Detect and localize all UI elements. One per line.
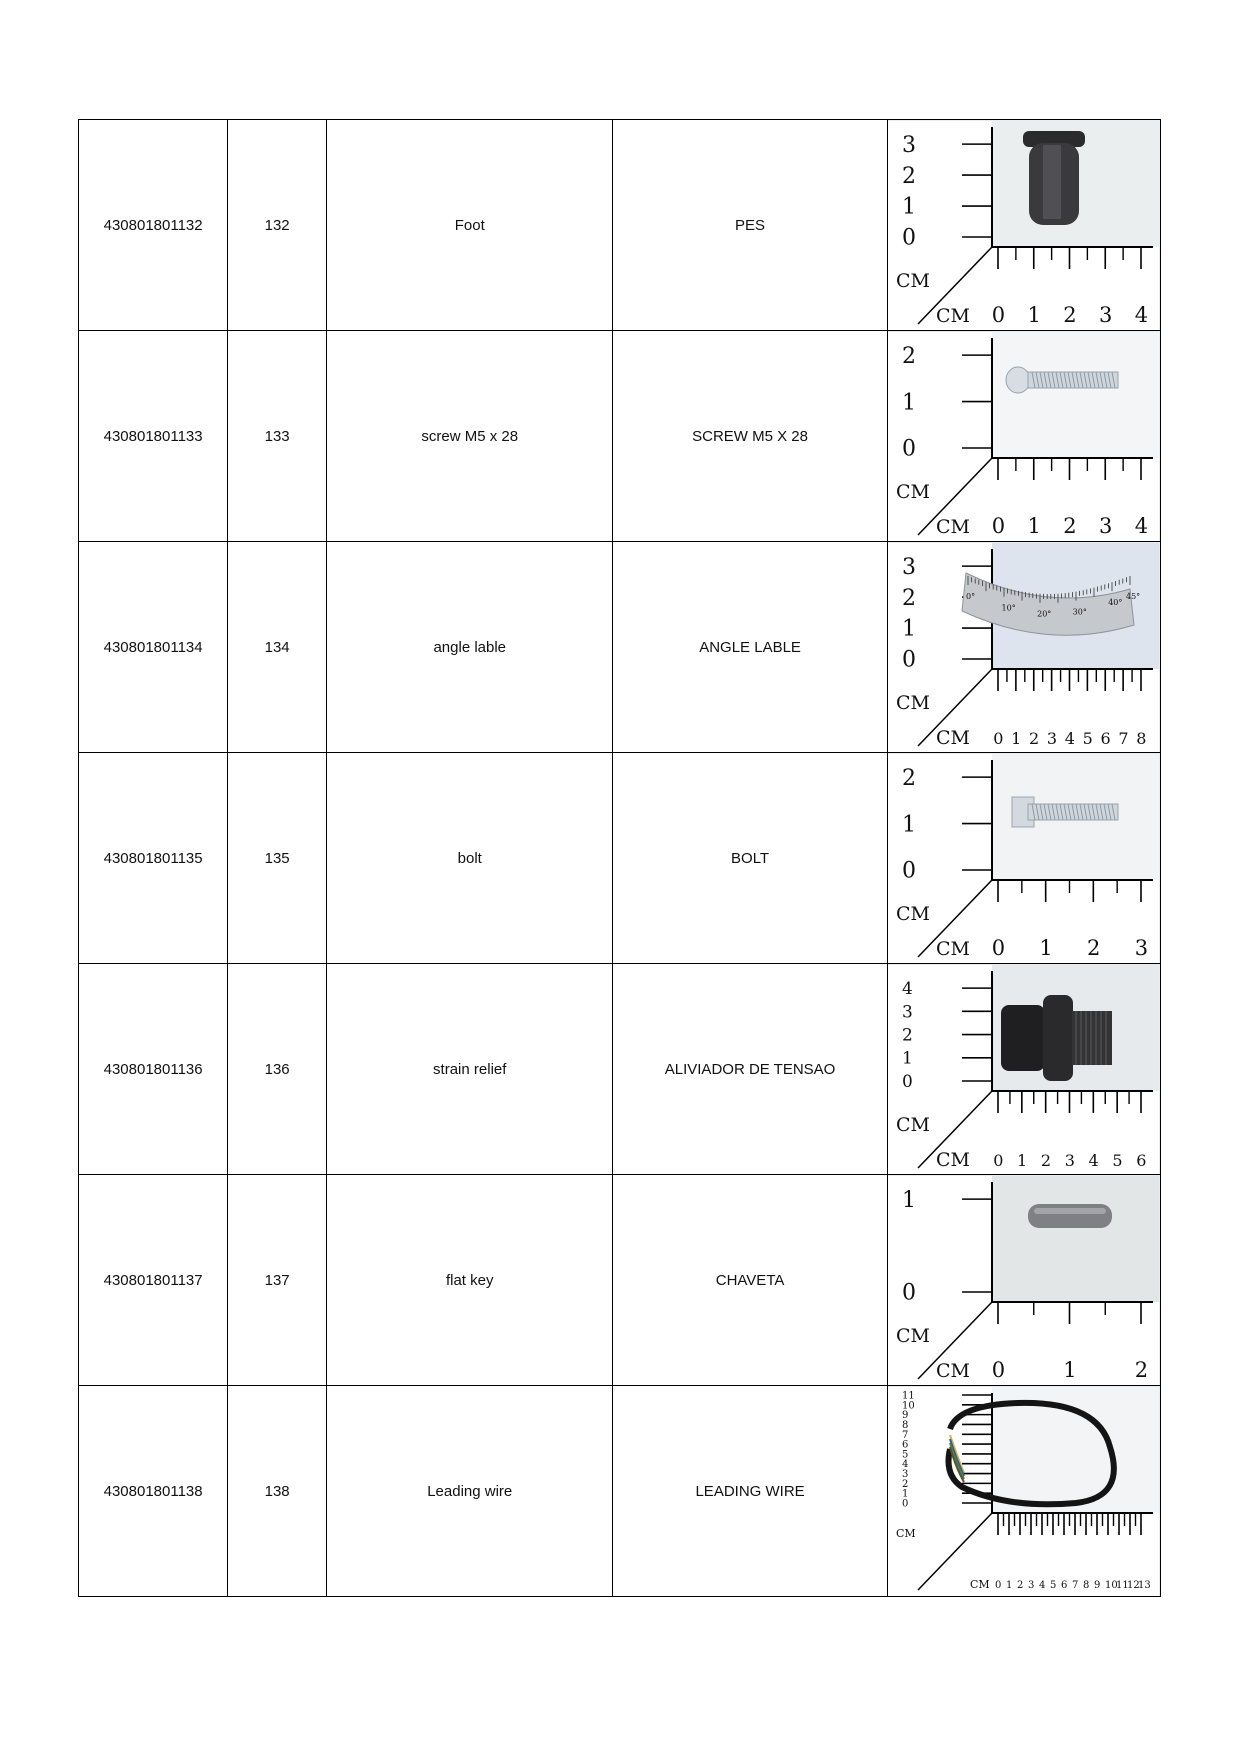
ruler-horizontal-tick-label: 2 xyxy=(1016,1579,1024,1591)
ruler-horizontal-tick-label: 1 xyxy=(1027,302,1041,327)
ruler-horizontal-tick-label: 5 xyxy=(1049,1579,1057,1591)
strain-relief-body xyxy=(1043,995,1073,1081)
ruler-vertical-tick-label: 1 xyxy=(901,389,916,415)
ruler-vertical-tick-label: 3 xyxy=(901,1001,913,1022)
part-photo-strain-relief xyxy=(888,965,1159,1174)
ruler-horizontal-tick-label: 5 xyxy=(1112,1150,1123,1170)
ruler-vertical-tick-label: 1 xyxy=(901,811,916,837)
description-en-cell: angle lable xyxy=(327,542,613,753)
ruler-horizontal-tick-label: 6 xyxy=(1060,1579,1068,1591)
part-number-cell: 430801801138 xyxy=(79,1386,228,1597)
ruler-vertical-tick-label: 8 xyxy=(901,1419,909,1431)
ruler-vertical-tick-label: 5 xyxy=(901,1448,909,1460)
description-pt-cell: SCREW M5 X 28 xyxy=(613,331,887,542)
ruler-vertical-tick-label: 4 xyxy=(901,1458,909,1470)
ruler-horizontal-tick-label: 6 xyxy=(1100,728,1111,748)
ruler-horizontal-tick-label: 6 xyxy=(1135,1150,1147,1170)
ruler-unit-label-vertical: CM xyxy=(895,902,930,925)
ruler-vertical-tick-label: 1 xyxy=(901,616,916,642)
ruler-unit-label-horizontal: CM xyxy=(935,1359,970,1382)
ruler-vertical-tick-label: 10 xyxy=(901,1399,915,1411)
ruler-horizontal-tick-label: 2 xyxy=(1062,513,1077,538)
part-photo-angle-label xyxy=(888,543,1159,752)
ruler-horizontal-tick-label: 4 xyxy=(1088,1150,1099,1170)
ruler-horizontal-tick-label: 12 xyxy=(1126,1579,1140,1591)
ruler-unit-label-vertical: CM xyxy=(895,480,930,503)
parts-body xyxy=(79,120,1161,1597)
ruler-vertical-tick-label: 1 xyxy=(901,1488,909,1500)
ruler-horizontal-tick-label: 4 xyxy=(1134,302,1148,327)
description-en-cell: flat key xyxy=(327,1175,613,1386)
ruler-vertical-tick-label: 11 xyxy=(901,1390,915,1401)
description-en-cell: Foot xyxy=(327,120,613,331)
part-number-cell: 430801801135 xyxy=(79,753,228,964)
ruler-horizontal-tick-label: 2 xyxy=(1028,728,1039,748)
ruler-unit-label-horizontal: CM xyxy=(935,937,970,960)
foot-highlight xyxy=(1043,145,1061,219)
description-pt-cell: PES xyxy=(613,120,887,331)
ruler-horizontal-tick-label: 3 xyxy=(1098,302,1113,327)
part-photo-flat-key xyxy=(888,1176,1159,1385)
ruler-horizontal-tick-label: 4 xyxy=(1064,728,1075,748)
ruler-horizontal-tick-label: 2 xyxy=(1086,935,1101,960)
ruler-unit-label-horizontal: CM xyxy=(935,726,970,749)
ruler-horizontal-tick-label: 4 xyxy=(1038,1579,1046,1591)
ruler-horizontal-tick-label: 3 xyxy=(1027,1579,1035,1591)
table-row xyxy=(79,753,1161,964)
angle-scale-mark-label: 30° xyxy=(1072,607,1087,617)
table-row xyxy=(79,331,1161,542)
part-number-cell: 430801801134 xyxy=(79,542,228,753)
description-pt-cell: LEADING WIRE xyxy=(613,1386,887,1597)
part-photo-foot xyxy=(888,121,1159,330)
ruler-horizontal-tick-label: 2 xyxy=(1134,1357,1148,1382)
ruler-horizontal-tick-label: 1 xyxy=(1005,1579,1013,1591)
ruler-horizontal-tick-label: 0 xyxy=(992,728,1004,748)
ruler-horizontal-tick-label: 3 xyxy=(1098,513,1113,538)
ruler-vertical-tick-label: 0 xyxy=(901,858,916,884)
ruler-vertical-tick-label: 1 xyxy=(901,1048,913,1069)
part-photo-cell xyxy=(887,542,1160,753)
ruler-horizontal-tick-label: 13 xyxy=(1137,1579,1151,1591)
item-number-cell: 133 xyxy=(228,331,327,542)
description-en-cell: Leading wire xyxy=(327,1386,613,1597)
ruler-horizontal-tick-label: 1 xyxy=(1010,728,1021,748)
ruler-unit-label-vertical: CM xyxy=(895,691,930,714)
ruler-horizontal-tick-label: 11 xyxy=(1115,1579,1129,1591)
flat-key-body xyxy=(1028,1204,1112,1228)
part-number-cell: 430801801137 xyxy=(79,1175,228,1386)
ruler-vertical-tick-label: 2 xyxy=(901,163,916,189)
ruler-vertical-tick-label: 0 xyxy=(901,225,916,251)
part-photo-cell xyxy=(887,1175,1160,1386)
ruler-vertical-tick-label: 0 xyxy=(901,1071,913,1092)
description-en-cell: bolt xyxy=(327,753,613,964)
ruler-horizontal-tick-label: 0 xyxy=(991,935,1005,960)
ruler-horizontal-tick-label: 0 xyxy=(991,513,1005,538)
description-pt-cell: ALIVIADOR DE TENSAO xyxy=(613,964,887,1175)
angle-scale-mark-label: 10° xyxy=(1001,603,1016,613)
item-number-cell: 134 xyxy=(228,542,327,753)
ruler-vertical-tick-label: 3 xyxy=(901,132,916,158)
ruler-horizontal-tick-label: 2 xyxy=(1040,1150,1051,1170)
screw-head xyxy=(1006,367,1030,393)
item-number-cell: 138 xyxy=(228,1386,327,1597)
ruler-horizontal-tick-label: 4 xyxy=(1134,513,1148,538)
ruler-horizontal-tick-label: 10 xyxy=(1104,1579,1118,1591)
angle-scale-mark-label: 0° xyxy=(965,591,975,601)
ruler-horizontal-tick-label: 8 xyxy=(1135,728,1147,748)
ruler-vertical-tick-label: 0 xyxy=(901,436,916,462)
ruler-unit-label-vertical: CM xyxy=(895,1113,930,1136)
flat-key-highlight xyxy=(1034,1208,1106,1214)
ruler-horizontal-tick-label: 9 xyxy=(1093,1579,1101,1591)
strain-relief-nut xyxy=(1001,1005,1045,1071)
ruler-vertical-tick-label: 2 xyxy=(901,343,916,369)
description-pt-cell: CHAVETA xyxy=(613,1175,887,1386)
part-number-cell: 430801801132 xyxy=(79,120,228,331)
ruler-horizontal-tick-label: 7 xyxy=(1071,1579,1079,1591)
ruler-vertical-tick-label: 6 xyxy=(901,1439,909,1451)
ruler-horizontal-tick-label: 2 xyxy=(1062,302,1077,327)
part-photo-cell xyxy=(887,1386,1160,1597)
ruler-vertical-tick-label: 2 xyxy=(901,585,916,611)
description-en-cell: strain relief xyxy=(327,964,613,1175)
part-photo-cell xyxy=(887,331,1160,542)
ruler-vertical-tick-label: 0 xyxy=(901,1498,909,1509)
item-number-cell: 132 xyxy=(228,120,327,331)
item-number-cell: 136 xyxy=(228,964,327,1175)
ruler-vertical-tick-label: 3 xyxy=(901,554,916,580)
part-number-cell: 430801801136 xyxy=(79,964,228,1175)
ruler-vertical-tick-label: 1 xyxy=(901,194,916,220)
ruler-vertical-tick-label: 0 xyxy=(901,1280,916,1306)
ruler-horizontal-tick-label: 0 xyxy=(994,1579,1002,1591)
ruler-vertical-tick-label: 2 xyxy=(901,765,916,791)
part-number-cell: 430801801133 xyxy=(79,331,228,542)
ruler-vertical-tick-label: 4 xyxy=(901,978,913,999)
ruler-horizontal-tick-label: 0 xyxy=(992,1150,1004,1170)
ruler-horizontal-tick-label: 0 xyxy=(991,1357,1005,1382)
ruler-vertical-tick-label: 0 xyxy=(901,647,916,673)
table-row xyxy=(79,120,1161,331)
description-pt-cell: ANGLE LABLE xyxy=(613,542,887,753)
parts-table xyxy=(78,119,1161,1597)
ruler-vertical-tick-label: 2 xyxy=(901,1478,909,1490)
table-row xyxy=(79,1175,1161,1386)
description-pt-cell: BOLT xyxy=(613,753,887,964)
part-photo-cell xyxy=(887,753,1160,964)
ruler-horizontal-tick-label: 1 xyxy=(1039,935,1053,960)
ruler-horizontal-tick-label: 3 xyxy=(1134,935,1148,960)
ruler-unit-label-vertical: CM xyxy=(895,269,930,292)
ruler-horizontal-tick-label: 7 xyxy=(1118,728,1129,748)
item-number-cell: 135 xyxy=(228,753,327,964)
table-row xyxy=(79,1386,1161,1597)
ruler-unit-label-vertical: CM xyxy=(895,1526,916,1540)
ruler-unit-label-horizontal: CM xyxy=(969,1577,990,1591)
angle-scale-mark-label: 45° xyxy=(1125,591,1140,601)
ruler-horizontal-tick-label: 5 xyxy=(1082,728,1093,748)
table-row xyxy=(79,542,1161,753)
ruler-vertical-tick-label: 1 xyxy=(901,1187,916,1213)
ruler-unit-label-vertical: CM xyxy=(895,1324,930,1347)
part-photo-leading-wire xyxy=(888,1387,1159,1596)
ruler-horizontal-tick-label: 8 xyxy=(1082,1579,1090,1591)
part-photo-cell xyxy=(887,964,1160,1175)
ruler-horizontal-tick-label: 3 xyxy=(1046,728,1057,748)
ruler-unit-label-horizontal: CM xyxy=(935,1148,970,1171)
ruler-horizontal-tick-label: 1 xyxy=(1027,513,1041,538)
ruler-horizontal-tick-label: 1 xyxy=(1016,1150,1027,1170)
table-row xyxy=(79,964,1161,1175)
ruler-unit-label-horizontal: CM xyxy=(935,515,970,538)
angle-scale-mark-label: 20° xyxy=(1036,609,1052,619)
ruler-vertical-tick-label: 7 xyxy=(901,1429,909,1441)
part-photo-screw xyxy=(888,332,1159,541)
ruler-horizontal-tick-label: 1 xyxy=(1062,1357,1077,1382)
part-photo-bolt xyxy=(888,754,1159,963)
ruler-unit-label-horizontal: CM xyxy=(935,304,970,327)
description-en-cell: screw M5 x 28 xyxy=(327,331,613,542)
item-number-cell: 137 xyxy=(228,1175,327,1386)
ruler-horizontal-tick-label: 3 xyxy=(1064,1150,1075,1170)
ruler-vertical-tick-label: 3 xyxy=(901,1468,909,1480)
ruler-vertical-tick-label: 9 xyxy=(901,1409,909,1421)
angle-scale-mark-label: 40° xyxy=(1107,597,1123,607)
part-photo-cell xyxy=(887,120,1160,331)
ruler-horizontal-tick-label: 0 xyxy=(991,302,1005,327)
ruler-vertical-tick-label: 2 xyxy=(901,1025,913,1046)
